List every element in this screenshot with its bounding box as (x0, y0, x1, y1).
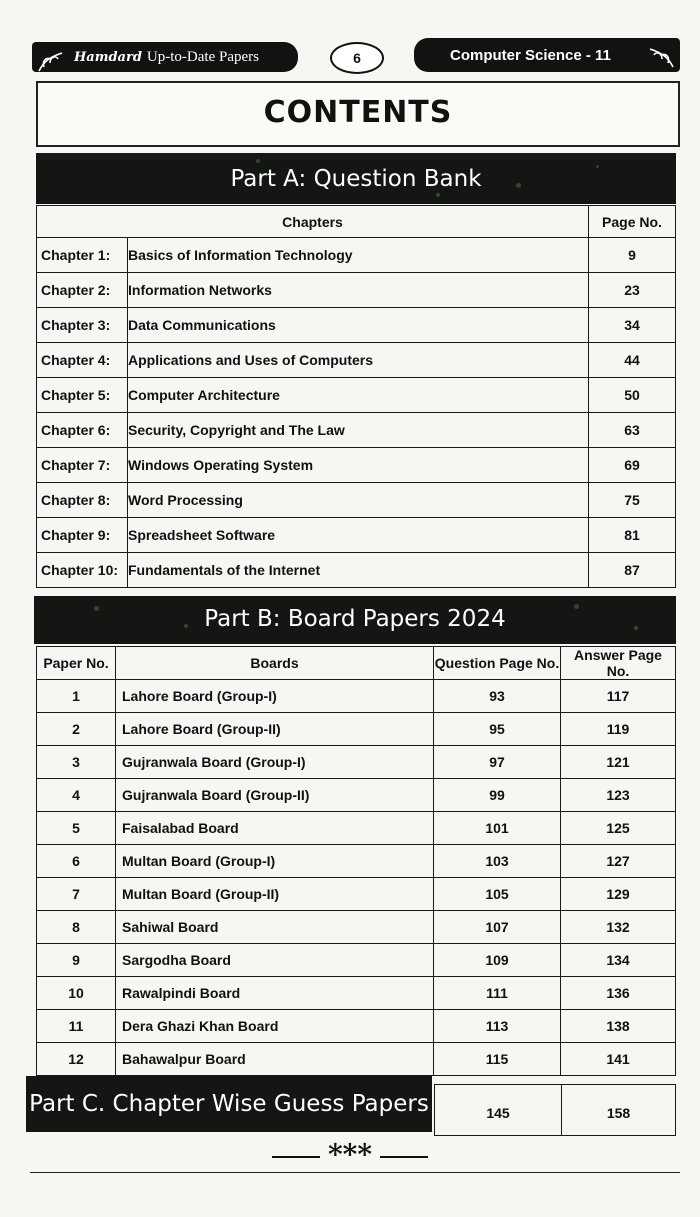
question-page: 93 (434, 680, 561, 713)
chapter-name: Word Processing (128, 483, 589, 518)
paper-no: 12 (37, 1043, 116, 1076)
col-question-page: Question Page No. (434, 647, 561, 680)
table-row (37, 1043, 676, 1076)
board-name: Gujranwala Board (Group-I) (116, 746, 434, 779)
contents-title: CONTENTS (263, 95, 453, 130)
chapter-number: Chapter 7: (37, 448, 128, 483)
chapter-number: Chapter 5: (37, 378, 128, 413)
table-row (37, 1010, 676, 1043)
answer-page: 136 (561, 977, 676, 1010)
question-page: 105 (434, 878, 561, 911)
page-number-cell: 50 (589, 378, 676, 413)
question-page: 107 (434, 911, 561, 944)
bottom-rule (30, 1172, 680, 1173)
footer-line (272, 1156, 320, 1158)
question-page: 97 (434, 746, 561, 779)
answer-page: 125 (561, 812, 676, 845)
footer-asterisks: *** (328, 1138, 372, 1171)
paper-no: 10 (37, 977, 116, 1010)
table-row (37, 680, 676, 713)
chapter-number: Chapter 3: (37, 308, 128, 343)
board-name: Rawalpindi Board (116, 977, 434, 1010)
chapter-number: Chapter 8: (37, 483, 128, 518)
page-number-cell: 9 (589, 238, 676, 273)
table-row (37, 713, 676, 746)
question-page: 95 (434, 713, 561, 746)
paper-no: 11 (37, 1010, 116, 1043)
page-number-cell: 87 (589, 553, 676, 588)
page-number-cell: 75 (589, 483, 676, 518)
table-row (37, 448, 676, 483)
subject-title: Computer Science - 11 (450, 46, 611, 64)
page-number-cell: 63 (589, 413, 676, 448)
table-row (37, 238, 676, 273)
part-a-title: Part A: Question Bank (230, 166, 482, 192)
board-name: Lahore Board (Group-II) (116, 713, 434, 746)
table-header-row (37, 206, 676, 238)
table-row (37, 483, 676, 518)
board-name: Gujranwala Board (Group-II) (116, 779, 434, 812)
paper-no: 2 (37, 713, 116, 746)
page-number: 6 (330, 42, 384, 74)
chapter-number: Chapter 4: (37, 343, 128, 378)
answer-page: 132 (561, 911, 676, 944)
board-name: Sahiwal Board (116, 911, 434, 944)
chapter-name: Security, Copyright and The Law (128, 413, 589, 448)
answer-page: 121 (561, 746, 676, 779)
table-row (37, 378, 676, 413)
part-a-banner (36, 153, 676, 204)
part-b-table (36, 646, 676, 1076)
table-row (37, 553, 676, 588)
table-row (37, 343, 676, 378)
footer-line (380, 1156, 428, 1158)
table-row (37, 845, 676, 878)
part-b-banner (34, 596, 676, 644)
answer-page: 119 (561, 713, 676, 746)
board-name: Multan Board (Group-I) (116, 845, 434, 878)
page-number-cell: 34 (589, 308, 676, 343)
page-number-cell: 81 (589, 518, 676, 553)
contents-title-box (36, 81, 680, 147)
table-row (37, 911, 676, 944)
table-row (37, 308, 676, 343)
paper-no: 3 (37, 746, 116, 779)
floral-ornament-icon (646, 43, 676, 71)
question-page: 111 (434, 977, 561, 1010)
part-a-table (36, 205, 676, 588)
table-row (37, 746, 676, 779)
running-header (32, 38, 680, 76)
paper-no: 5 (37, 812, 116, 845)
board-name: Bahawalpur Board (116, 1043, 434, 1076)
question-page: 101 (434, 812, 561, 845)
answer-page: 117 (561, 680, 676, 713)
answer-page: 134 (561, 944, 676, 977)
question-page: 99 (434, 779, 561, 812)
chapter-name: Computer Architecture (128, 378, 589, 413)
answer-page: 123 (561, 779, 676, 812)
board-name: Sargodha Board (116, 944, 434, 977)
page-number-cell: 69 (589, 448, 676, 483)
col-chapters: Chapters (37, 206, 589, 238)
chapter-number: Chapter 6: (37, 413, 128, 448)
table-row (37, 944, 676, 977)
paper-no: 4 (37, 779, 116, 812)
board-name: Lahore Board (Group-I) (116, 680, 434, 713)
page-number-cell: 23 (589, 273, 676, 308)
table-row (37, 878, 676, 911)
table-row (37, 779, 676, 812)
chapter-name: Windows Operating System (128, 448, 589, 483)
part-b-title: Part B: Board Papers 2024 (204, 606, 506, 632)
brand-name: Hamdard (74, 49, 142, 65)
part-c-answer-page: 158 (561, 1084, 676, 1136)
question-page: 109 (434, 944, 561, 977)
paper-no: 7 (37, 878, 116, 911)
table-row (37, 812, 676, 845)
table-row (37, 273, 676, 308)
table-row (37, 518, 676, 553)
col-boards: Boards (116, 647, 434, 680)
col-paper-no: Paper No. (37, 647, 116, 680)
board-name: Faisalabad Board (116, 812, 434, 845)
paper-no: 9 (37, 944, 116, 977)
answer-page: 127 (561, 845, 676, 878)
part-c-banner (26, 1076, 432, 1132)
chapter-name: Information Networks (128, 273, 589, 308)
header-subtitle: Up-to-Date Papers (146, 48, 259, 65)
part-c-question-page: 145 (434, 1084, 562, 1136)
col-answer-page: Answer Page No. (561, 647, 676, 680)
part-c-pages (434, 1084, 676, 1136)
question-page: 103 (434, 845, 561, 878)
question-page: 113 (434, 1010, 561, 1043)
floral-ornament-icon (36, 47, 66, 75)
paper-no: 6 (37, 845, 116, 878)
chapter-name: Spreadsheet Software (128, 518, 589, 553)
answer-page: 138 (561, 1010, 676, 1043)
chapter-number: Chapter 1: (37, 238, 128, 273)
table-row (37, 413, 676, 448)
paper-no: 8 (37, 911, 116, 944)
answer-page: 141 (561, 1043, 676, 1076)
header-left-band (32, 42, 298, 72)
footer-ornament (0, 1138, 700, 1171)
chapter-number: Chapter 2: (37, 273, 128, 308)
page-number-cell: 44 (589, 343, 676, 378)
chapter-number: Chapter 9: (37, 518, 128, 553)
chapter-name: Basics of Information Technology (128, 238, 589, 273)
header-right-band (414, 38, 680, 72)
chapter-name: Data Communications (128, 308, 589, 343)
chapter-name: Fundamentals of the Internet (128, 553, 589, 588)
table-header-row (37, 647, 676, 680)
answer-page: 129 (561, 878, 676, 911)
chapter-number: Chapter 10: (37, 553, 128, 588)
table-row (37, 977, 676, 1010)
paper-no: 1 (37, 680, 116, 713)
question-page: 115 (434, 1043, 561, 1076)
board-name: Multan Board (Group-II) (116, 878, 434, 911)
col-page-no: Page No. (589, 206, 676, 238)
chapter-name: Applications and Uses of Computers (128, 343, 589, 378)
part-c-title: Part C. Chapter Wise Guess Papers (29, 1091, 429, 1117)
board-name: Dera Ghazi Khan Board (116, 1010, 434, 1043)
